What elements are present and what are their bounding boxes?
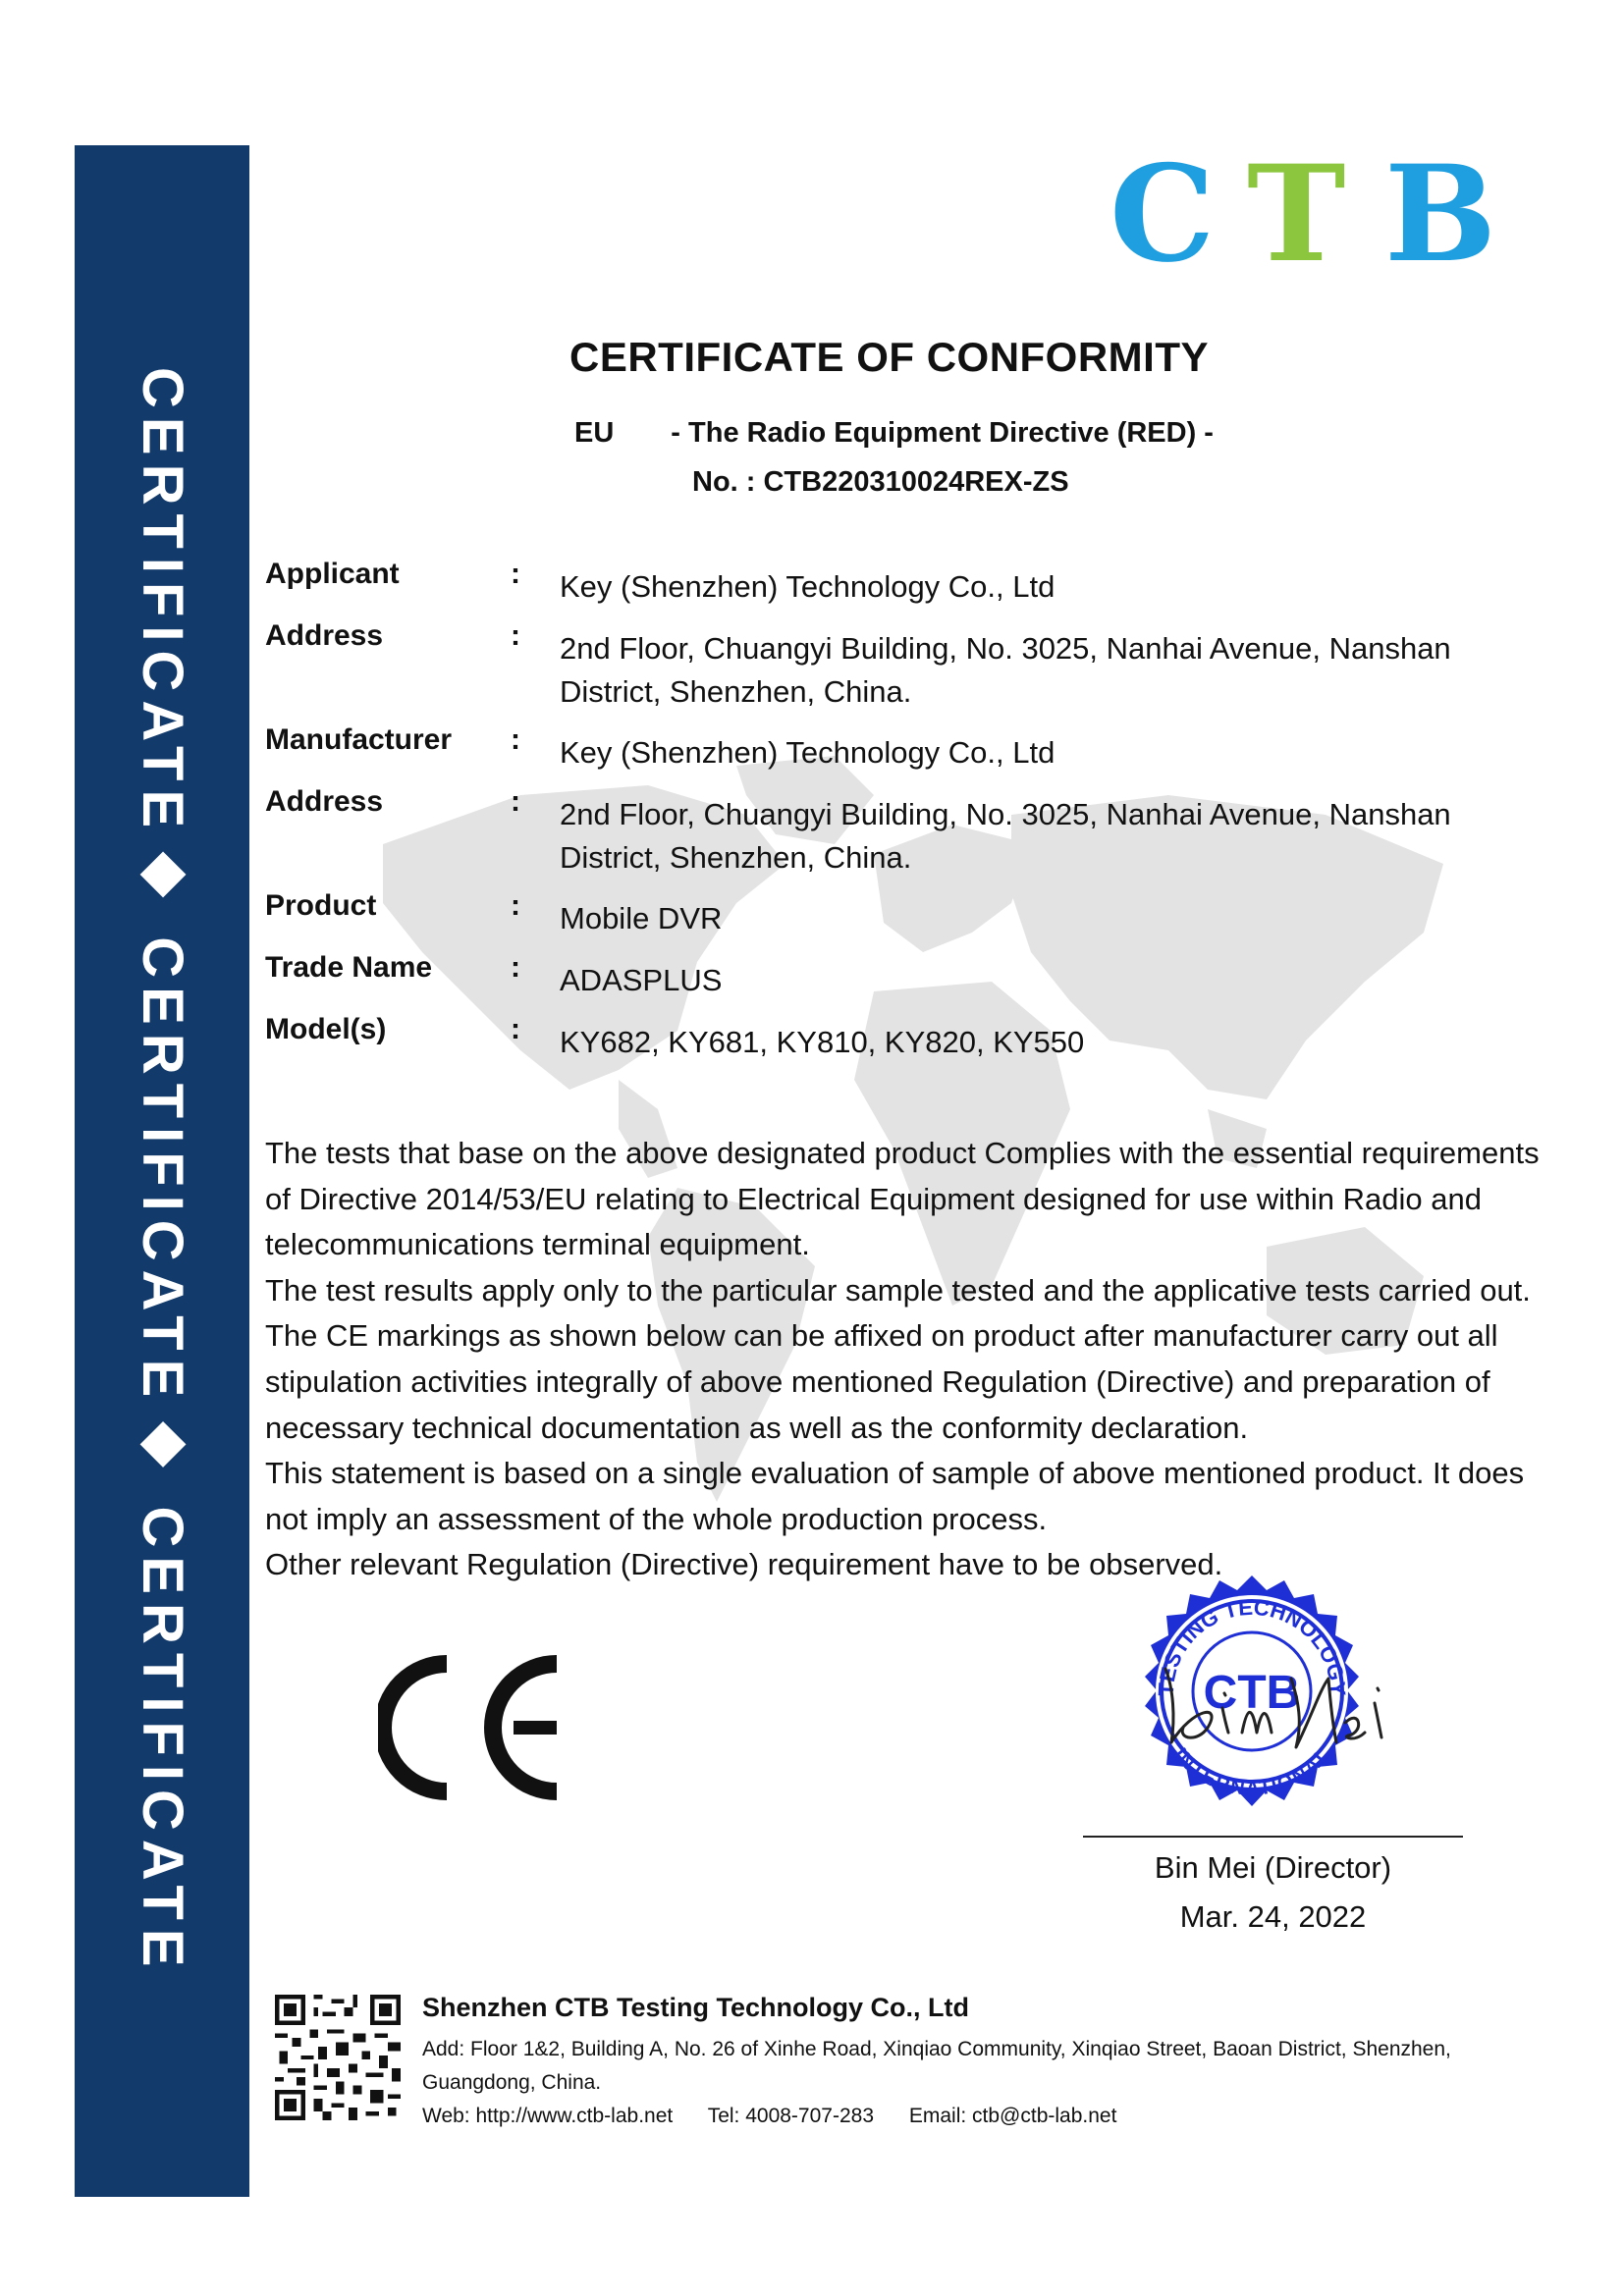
field-value: Mobile DVR (560, 901, 723, 935)
field-product (265, 889, 1532, 951)
field-value: Key (Shenzhen) Technology Co., Ltd (560, 569, 1056, 604)
field-label: Manufacturer (265, 723, 453, 756)
region-label: EU (574, 417, 615, 449)
field-value: 2nd Floor, Chuangyi Building, No. 3025, Nanhai Avenue, Nanshan District, Shenzhen, China. (560, 797, 1451, 875)
field-trade-name (265, 951, 1532, 1013)
directive-line (574, 417, 1214, 450)
field-value: Key (Shenzhen) Technology Co., Ltd (560, 735, 1056, 770)
handwritten-signature (1154, 1649, 1404, 1757)
statement-paragraph: Other relevant Regulation (Directive) requirement have to be observed. (265, 1547, 1223, 1582)
certificate-number: No. : CTB220310024REX-ZS (692, 466, 1069, 498)
stamp-center-text: CTB (1203, 1667, 1301, 1719)
stamp-bottom-text: INTERNATIONAL (1168, 1744, 1334, 1800)
side-band-text-wrap (75, 145, 249, 2197)
statement-paragraph: The tests that base on the above designated product Complies with the essential requirements of Directive 2014/53/EU relating to Electrical Equipment designed for use within Radio and telecommunications terminal equipment. (265, 1136, 1540, 1262)
field-colon: : (511, 723, 520, 756)
certificate-title: CERTIFICATE OF CONFORMITY (569, 334, 1210, 380)
field-colon: : (511, 619, 520, 652)
field-applicant (265, 558, 1532, 619)
field-value: KY682, KY681, KY810, KY820, KY550 (560, 1025, 1085, 1059)
field-colon: : (511, 951, 520, 984)
field-label: Address (265, 785, 384, 818)
footer-contact (422, 2100, 1542, 2133)
statement-paragraph: This statement is based on a single evaluation of sample of above mentioned product. It does not imply an assessment of the whole production process. (265, 1456, 1525, 1536)
field-label: Trade Name (265, 951, 433, 984)
statement-paragraph: The CE markings as shown below can be affixed on product after manufacturer carry out all stipulation activities integrally of above mentioned Regulation (Directive) and preparation of necessary technical documentation as well as the conformity declaration. (265, 1318, 1498, 1445)
field-label: Applicant (265, 558, 400, 590)
field-colon: : (511, 785, 520, 818)
footer-web: Web: http://www.ctb-lab.net (422, 2105, 674, 2127)
footer-tel: Tel: 4008-707-283 (707, 2105, 874, 2127)
field-value: ADASPLUS (560, 963, 723, 997)
footer-company: Shenzhen CTB Testing Technology Co., Ltd (422, 1993, 969, 2022)
footer-email: Email: ctb@ctb-lab.net (908, 2105, 1117, 2127)
logo-letter-t: T (1247, 157, 1346, 275)
qr-code (275, 1995, 401, 2120)
statement-paragraph: The test results apply only to the particular sample tested and the applicative tests carried out. (265, 1272, 1531, 1308)
field-value: 2nd Floor, Chuangyi Building, No. 3025, Nanhai Avenue, Nanshan District, Shenzhen, China. (560, 631, 1451, 709)
signer-name: Bin Mei (Director) (1154, 1850, 1392, 1885)
certificate-fields (265, 558, 1532, 1075)
field-colon: : (511, 889, 520, 922)
field-models (265, 1013, 1532, 1075)
field-label: Address (265, 619, 384, 652)
side-band-text: CERTIFICATE◆ CERTIFICATE◆ CERTIFICATE (131, 366, 194, 1976)
logo-letter-c: C (1110, 157, 1216, 275)
field-manufacturer (265, 723, 1532, 785)
footer (422, 1993, 1542, 2133)
field-label: Model(s) (265, 1013, 387, 1045)
ce-mark-logo (378, 1654, 584, 1801)
field-applicant-address (265, 619, 1532, 723)
stamp-top-text: TESTING TECHNOLOGY (1153, 1594, 1351, 1697)
field-manufacturer-address (265, 785, 1532, 889)
field-colon: : (511, 1013, 520, 1045)
conformity-statement (265, 1131, 1542, 1588)
signature-line (1083, 1836, 1463, 1838)
signature-date: Mar. 24, 2022 (1179, 1899, 1367, 1934)
field-label: Product (265, 889, 377, 922)
ctb-logo (1110, 157, 1512, 275)
footer-address: Add: Floor 1&2, Building A, No. 26 of Xinhe Road, Xinqiao Community, Xinqiao Street, Baoan District, Shenzhen, Guangdong, China. (422, 2038, 1451, 2094)
logo-letter-b: B (1384, 157, 1497, 275)
directive-name: - The Radio Equipment Directive (RED) - (671, 417, 1214, 449)
field-colon: : (511, 558, 520, 590)
